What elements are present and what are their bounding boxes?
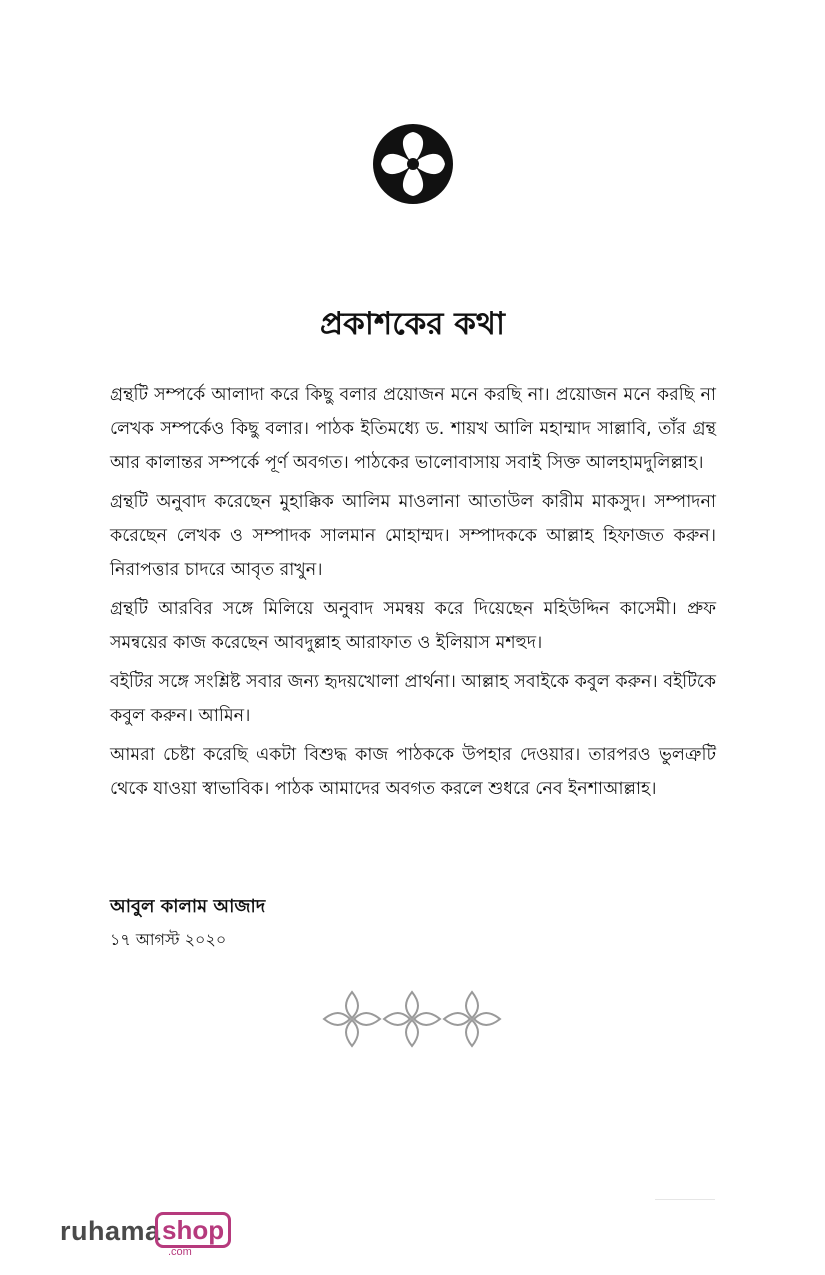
signature-name: আবুল কালাম আজাদ <box>110 896 266 917</box>
paragraph: বইটির সঙ্গে সংশ্লিষ্ট সবার জন্য হৃদয়খোলা প্রার্থনা। আল্লাহ সবাইকে কবুল করুন। বইটিকে কবুল করুন। আমিন। <box>110 672 716 726</box>
footer-divider <box>655 1199 715 1200</box>
signature-date: ১৭ আগস্ট ২০২০ <box>110 930 227 949</box>
ruhamashop-logo <box>60 1212 260 1262</box>
logo-text-ruhama: ruhama <box>60 1216 161 1246</box>
publisher-emblem-icon <box>371 122 455 206</box>
paragraph: গ্রন্থটি আরবির সঙ্গে মিলিয়ে অনুবাদ সমন্বয় করে দিয়েছেন মহিউদ্দিন কাসেমী। প্রুফ সমন্বয়ের কাজ করেছেন আবদুল্লাহ আরাফাত ও ইলিয়াস মশহুদ। <box>110 599 716 653</box>
logo-text-com: .com <box>168 1246 192 1258</box>
page-title: প্রকাশকের কথা <box>320 306 505 342</box>
floral-ornament-icon <box>320 988 504 1050</box>
paragraph: গ্রন্থটি সম্পর্কে আলাদা করে কিছু বলার প্রয়োজন মনে করছি না। প্রয়োজন মনে করছি না লেখক সম্পর্কেও কিছু বলার। পাঠক ইতিমধ্যে ড. শায়খ আলি মহাম্মাদ সাল্লাবি, তাঁর গ্রন্থ আর কালান্তর সম্পর্কে পূর্ণ অবগত। পাঠকের ভালোবাসায় সবাই সিক্ত আলহামদুলিল্লাহ। <box>110 385 716 473</box>
body-text <box>110 378 716 811</box>
paragraph: গ্রন্থটি অনুবাদ করেছেন মুহাক্কিক আলিম মাওলানা আতাউল কারীম মাকসুদ। সম্পাদনা করেছেন লেখক ও সম্পাদক সালমান মোহাম্মদ। সম্পাদককে আল্লাহ হিফাজত করুন। নিরাপত্তার চাদরে আবৃত রাখুন। <box>110 492 716 580</box>
logo-text-shop: shop <box>155 1212 231 1248</box>
paragraph: আমরা চেষ্টা করেছি একটা বিশুদ্ধ কাজ পাঠককে উপহার দেওয়ার। তারপরও ভুলত্রুটি থেকে যাওয়া স্বাভাবিক। পাঠক আমাদের অবগত করলে শুধরে নেব ইনশাআল্লাহ। <box>110 745 716 799</box>
